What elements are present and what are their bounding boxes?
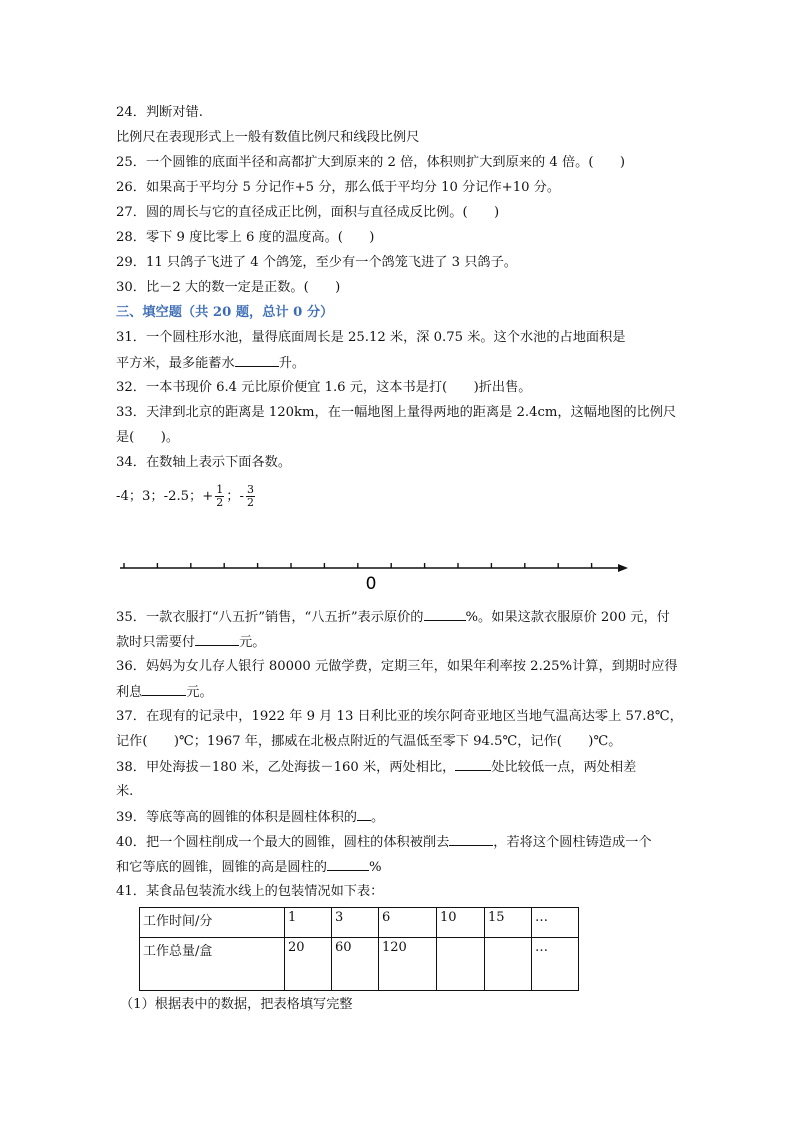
table-row (140, 908, 579, 938)
answer-blank[interactable] (327, 858, 369, 871)
question-40 (116, 833, 652, 852)
table-cell: 工作时间/分 (140, 908, 285, 938)
question-31-continued (116, 354, 305, 373)
numbers-text: -4；3；-2.5；+ (116, 489, 214, 504)
question-text: 11 只鸽子飞进了 4 个鸽笼，至少有一个鸽笼飞进了 3 只鸽子。 (145, 255, 517, 270)
question-text: 和它等底的圆锥，圆锥的高是圆柱的 (116, 860, 327, 875)
question-text: % (369, 860, 382, 875)
table-cell: … (532, 908, 579, 938)
question-36-continued (116, 683, 213, 702)
question-text: 一款衣服打“八五折”销售，“八五折”表示原价的 (145, 610, 424, 625)
question-number: 40． (116, 835, 146, 850)
question-text: 在现有的记录中，1922 年 9 月 13 日利比亚的埃尔阿奇亚地区当地气温高达零上 57.8℃， (145, 709, 683, 724)
table-cell: … (532, 938, 579, 991)
question-number: 30． (116, 280, 146, 295)
question-text: 元。 (186, 685, 213, 700)
table-cell: 20 (285, 938, 332, 991)
question-33 (116, 404, 676, 422)
question-number: 41． (116, 884, 146, 899)
question-text: 款时只需要付 (116, 635, 196, 650)
question-31 (116, 329, 625, 347)
question-number: 26． (116, 180, 146, 195)
question-text: 天津到北京的距离是 120km，在一幅地图上量得两地的距离是 2.4cm，这幅地图的比例尺 (145, 405, 677, 420)
question-number: 33． (116, 405, 146, 420)
question-text: 某食品包装流水线上的包装情况如下表： (145, 884, 384, 899)
table-cell-empty[interactable] (485, 938, 532, 991)
question-text: ，若将这个圆柱铸造成一个 (493, 835, 652, 850)
question-text: 平方米，最多能蓄水 (116, 356, 235, 371)
fraction-one-half: $\frac{1}{2}$ (216, 483, 224, 509)
zero-label: 0 (365, 574, 377, 594)
answer-blank[interactable] (235, 354, 279, 367)
question-32 (116, 379, 531, 397)
question-number: 34． (116, 455, 146, 470)
question-number: 32． (116, 380, 146, 395)
question-text: 如果高于平均分 5 分记作+5 分，那么低于平均分 10 分记作+10 分。 (145, 180, 561, 195)
question-41 (116, 883, 383, 901)
question-number: 29． (116, 255, 146, 270)
table-cell-empty[interactable] (437, 938, 485, 991)
question-text: %。如果这款衣服原价 200 元，付 (465, 610, 670, 625)
question-41-part-1: （1）根据表中的数据，把表格填写完整 (120, 997, 353, 1012)
answer-blank[interactable] (195, 633, 239, 646)
question-number: 39． (116, 810, 146, 825)
question-36 (116, 658, 678, 676)
question-35 (116, 608, 670, 627)
question-text: 升。 (278, 356, 306, 371)
question-33-continued: 是( )。 (116, 430, 180, 445)
question-text: 元。 (239, 635, 266, 650)
question-text: 。 (370, 810, 385, 825)
question-30 (116, 279, 340, 297)
question-text: 在数轴上表示下面各数。 (145, 455, 292, 470)
question-text: 判断对错. (145, 105, 203, 120)
table-cell: 10 (437, 908, 485, 938)
answer-blank[interactable] (357, 808, 371, 821)
table-cell: 工作总量/盒 (140, 938, 285, 991)
table-cell: 60 (332, 938, 379, 991)
question-39 (116, 808, 384, 827)
number-line-arrow (618, 564, 628, 572)
question-text: 圆的周长与它的直径成正比例，面积与直径成反比例。( ) (145, 205, 500, 220)
question-40-continued (116, 858, 382, 877)
question-text: 零下 9 度比零上 6 度的温度高。( ) (145, 230, 375, 245)
question-27 (116, 204, 499, 222)
question-34 (116, 454, 291, 472)
question-24 (116, 104, 203, 122)
packaging-table (139, 907, 579, 991)
question-number: 27． (116, 205, 146, 220)
answer-blank[interactable] (449, 833, 493, 846)
question-text: 等底等高的圆锥的体积是圆柱体积的 (145, 810, 357, 825)
section-heading-fill-in: 三、填空题（共 20 题，总计 0 分） (116, 305, 334, 320)
question-text: 把一个圆柱削成一个最大的圆锥，圆柱的体积被削去 (145, 835, 450, 850)
table-cell: 1 (285, 908, 332, 938)
number-line[interactable] (118, 552, 630, 596)
answer-blank[interactable] (424, 608, 466, 621)
question-text: 一个圆锥的底面半径和高都扩大到原来的 2 倍，体积则扩大到原来的 4 倍。( ) (145, 155, 625, 170)
question-29 (116, 254, 517, 272)
question-number: 24． (116, 105, 146, 120)
question-number: 37． (116, 709, 146, 724)
question-number: 38． (116, 760, 146, 775)
question-26 (116, 179, 560, 197)
question-text: 一本书现价 6.4 元比原价便宜 1.6 元，这本书是打( )折出售。 (145, 380, 532, 395)
answer-blank[interactable] (142, 683, 186, 696)
question-37-continued: 记作( )℃；1967 年，挪威在北极点附近的气温低至零下 94.5℃，记作( )℃。 (116, 734, 622, 749)
fraction-three-halves: $\frac{3}{2}$ (246, 483, 254, 509)
question-text: 甲处海拔－180 米，乙处海拔－160 米，两处相比， (145, 760, 456, 775)
question-38 (116, 758, 636, 777)
question-text: 利息 (116, 685, 143, 700)
answer-blank[interactable] (455, 758, 491, 771)
question-number: 25． (116, 155, 146, 170)
numbers-separator: ；- (226, 489, 244, 504)
question-text: 妈妈为女儿存人银行 80000 元做学费，定期三年，如果年利率按 2.25%计算，到期时应得 (145, 659, 678, 674)
table-cell: 6 (379, 908, 437, 938)
table-cell: 120 (379, 938, 437, 991)
question-number: 35． (116, 610, 146, 625)
question-25 (116, 154, 625, 172)
question-24-statement: 比例尺在表现形式上一般有数值比例尺和线段比例尺 (116, 130, 420, 145)
question-number: 31． (116, 330, 146, 345)
table-row (140, 938, 579, 991)
question-number: 36． (116, 659, 146, 674)
question-text: 一个圆柱形水池，量得底面周长是 25.12 米，深 0.75 米。这个水池的占地面积是 (145, 330, 626, 345)
question-28 (116, 229, 374, 247)
table-cell: 15 (485, 908, 532, 938)
table-cell: 3 (332, 908, 379, 938)
question-text: 处比较低一点，两处相差 (491, 760, 637, 775)
question-37 (116, 708, 683, 726)
question-35-continued (116, 633, 266, 652)
question-number: 28． (116, 230, 146, 245)
question-38-continued: 米. (116, 784, 134, 799)
question-text: 比－2 大的数一定是正数。( ) (145, 280, 341, 295)
question-34-numbers (116, 484, 257, 509)
